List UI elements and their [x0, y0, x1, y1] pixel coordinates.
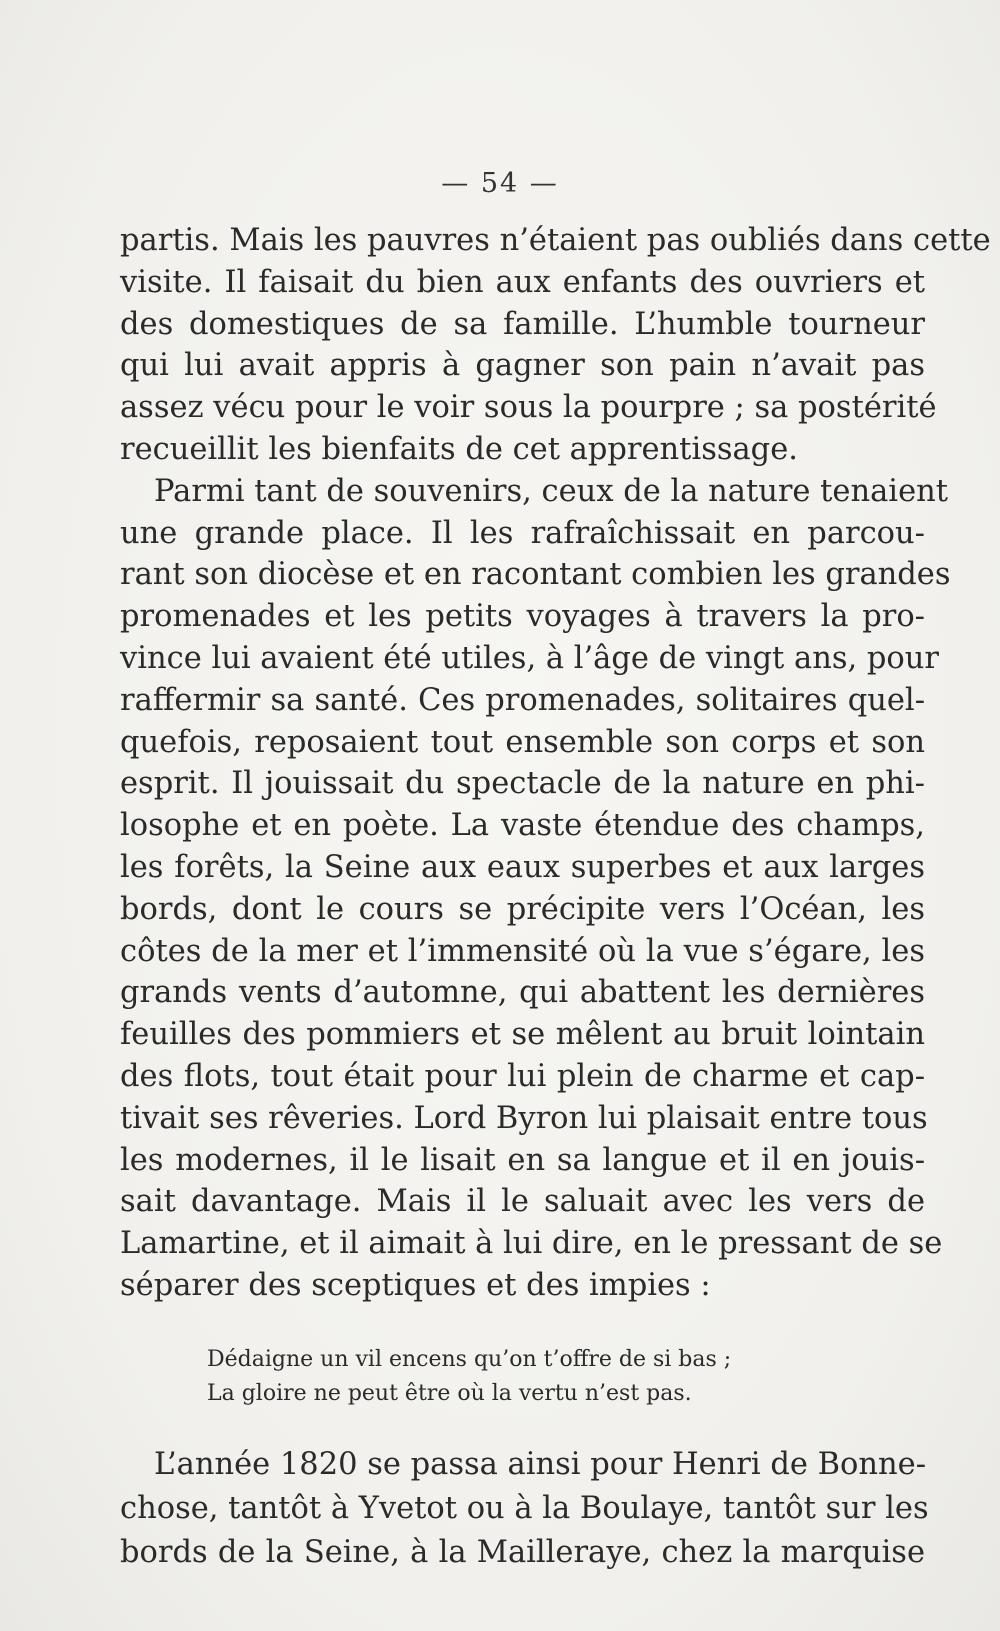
text-line: chose, tantôt à Yvetot ou à la Boulaye, tantôt sur les	[120, 1491, 929, 1526]
text-line: visite. Il faisait du bien aux enfants des ouvriers et	[120, 264, 925, 300]
text-line: côtes de la mer et l’immensité où la vue s’égare, les	[120, 933, 925, 969]
text-line: assez vécu pour le voir sous la pourpre ; sa postérité	[120, 390, 937, 426]
text-line: séparer des sceptiques et des impies :	[120, 1267, 711, 1303]
text-line: une grande place. Il les rafraîchissait en parcou-	[120, 515, 925, 551]
text-line: promenades et les petits voyages à travers la pro-	[120, 599, 925, 635]
text-line: grands vents d’automne, qui abattent les dernières	[120, 975, 925, 1011]
text-line: quefois, reposaient tout ensemble son corps et son	[120, 724, 925, 760]
text-line: partis. Mais les pauvres n’étaient pas oubliés dans cette	[120, 223, 991, 258]
text-line: feuilles des pommiers et se mêlent au bruit lointain	[120, 1017, 925, 1053]
text-line: qui lui avait appris à gagner son pain n’avait pas	[120, 348, 925, 384]
text-line: raffermir sa santé. Ces promenades, solitaires quel-	[120, 682, 925, 718]
text-line: bords, dont le cours se précipite vers l’Océan, les	[120, 891, 925, 927]
text-line: bords de la Seine, à la Mailleraye, chez la marquise	[120, 1535, 925, 1570]
text-line: recueillit les bienfaits de cet apprentissage.	[120, 431, 798, 467]
text-line: les modernes, il le lisait en sa langue et il en jouis-	[120, 1142, 925, 1178]
page-number: — 54 —	[441, 168, 559, 199]
verse-quotation	[207, 1343, 827, 1411]
closing-paragraph	[120, 1443, 929, 1575]
text-line: des domestiques de sa famille. L’humble tourneur	[120, 306, 925, 342]
text-line: rant son diocèse et en racontant combien les grandes	[120, 557, 951, 593]
text-line: tivait ses rêveries. Lord Byron lui plaisait entre tous	[120, 1100, 928, 1136]
text-line: des flots, tout était pour lui plein de charme et cap-	[120, 1058, 925, 1094]
text-line: vince lui avaient été utiles, à l’âge de vingt ans, pour	[120, 640, 939, 676]
text-line: Parmi tant de souvenirs, ceux de la nature tenaient	[154, 473, 949, 509]
text-line: esprit. Il jouissait du spectacle de la nature en phi-	[120, 766, 925, 802]
text-line: Lamartine, et il aimait à lui dire, en le pressant de se	[120, 1226, 943, 1262]
main-paragraphs	[120, 220, 991, 1307]
text-line: sait davantage. Mais il le saluait avec les vers de	[120, 1184, 925, 1220]
verse-line: La gloire ne peut être où la vertu n’est pas.	[207, 1381, 692, 1406]
text-line: L’année 1820 se passa ainsi pour Henri de Bonne-	[154, 1447, 927, 1482]
verse-line: Dédaigne un vil encens qu’on t’offre de si bas ;	[207, 1347, 732, 1372]
text-line: losophe et en poète. La vaste étendue des champs,	[120, 808, 925, 844]
text-line: les forêts, la Seine aux eaux superbes et aux larges	[120, 849, 925, 885]
